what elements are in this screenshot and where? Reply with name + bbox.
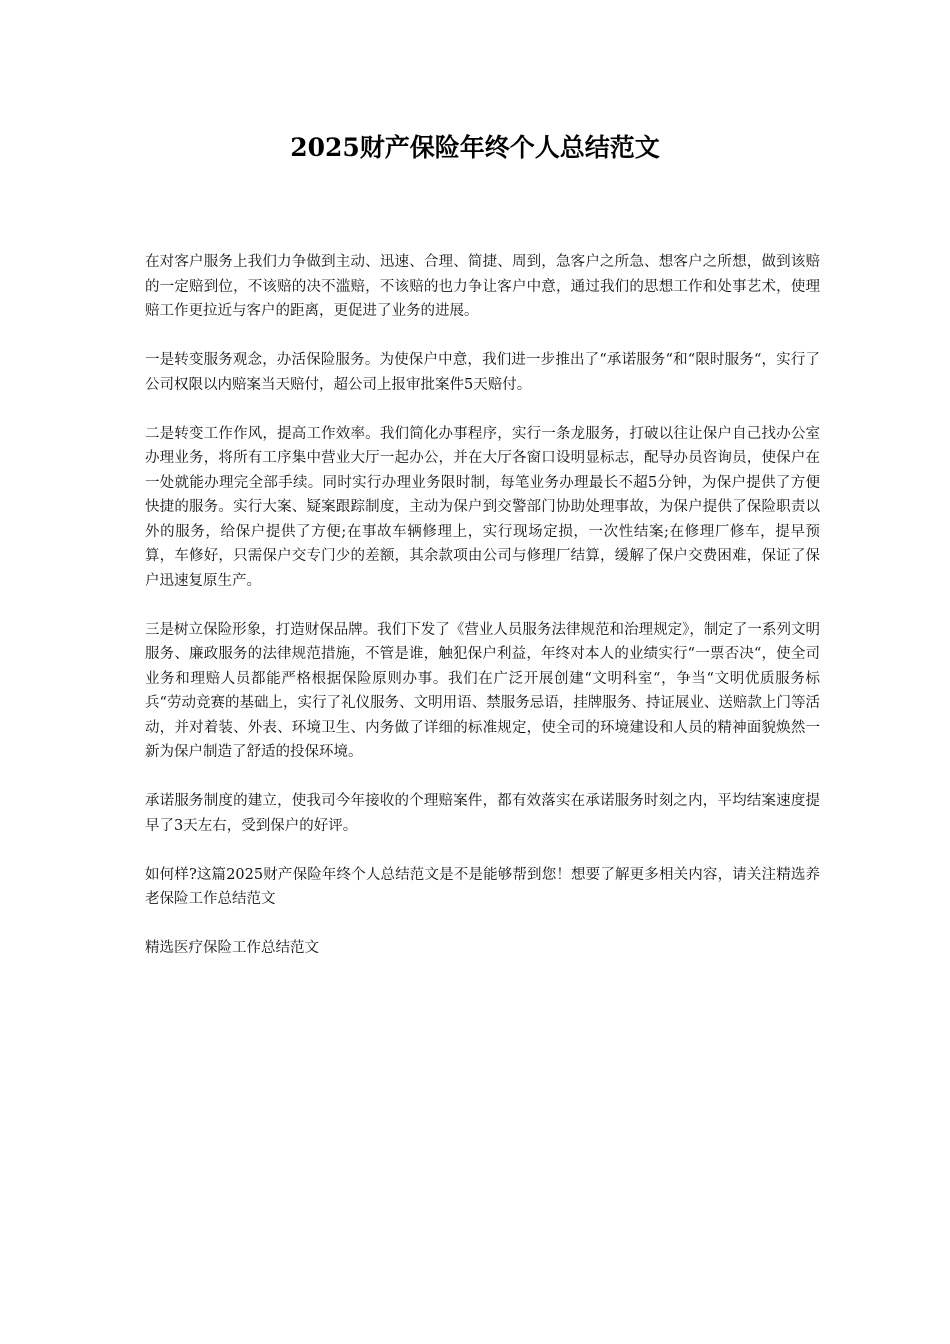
paragraph-service-concept: 一是转变服务观念，办活保险服务。为使保户中意，我们进一步推出了“承诺服务“和“限时服务“，实行了公司权限以内赔案当天赔付，超公司上报审批案件5天赔付。 (145, 352, 820, 393)
document-title: 2025财产保险年终个人总结范文 (290, 133, 660, 162)
paragraph-insurance-image: 三是树立保险形象，打造财保品牌。我们下发了《营业人员服务法律规范和治理规定》，制定了一系列文明服务、廉政服务的法律规范措施，不管是谁，触犯保户利益，年终对本人的业绩实行“一票否决“，使全司业务和理赔人员都能严格根据保险原则办事。我们在广泛开展创建“文明科室“，争当“文明优质服务标兵“劳动竞赛的基础上，实行了礼仪服务、文明用语、禁服务忌语，挂牌服务、持证展业、送赔款上门等活动，并对着装、外表、环境卫生、内务做了详细的标准规定，使全司的环境建设和人员的精神面貌焕然一新为保户制造了舒适的投保环境。 (145, 621, 820, 760)
document-body (145, 250, 820, 985)
paragraph-recommendation: 如何样?这篇2025财产保险年终个人总结范文是不是能够帮到您！想要了解更多相关内容，请关注精选养老保险工作总结范文 (145, 866, 820, 907)
paragraph-related-article: 精选医疗保险工作总结范文 (145, 940, 319, 956)
paragraph-work-style: 二是转变工作作风，提高工作效率。我们简化办事程序，实行一条龙服务，打破以往让保户自己找办公室办理业务，将所有工序集中营业大厅一起办公，并在大厅各窗口设明显标志，配导办员咨询员，使保户在一处就能办理完全部手续。同时实行办理业务限时制，每笔业务办理最长不超5分钟，为保户提供了方便快捷的服务。实行大案、疑案跟踪制度，主动为保户到交警部门协助处理事故，为保户提供了保险职责以外的服务，给保户提供了方便;在事故车辆修理上，实行现场定损，一次性结案;在修理厂修车，提早预算，车修好，只需保户交专门少的差额，其余款项由公司与修理厂结算，缓解了保户交费困难，保证了保户迅速复原生产。 (145, 425, 820, 589)
paragraph-customer-service: 在对客户服务上我们力争做到主动、迅速、合理、简捷、周到，急客户之所急、想客户之所想，做到该赔的一定赔到位，不该赔的决不滥赔，不该赔的也力争让客户中意，通过我们的思想工作和处事艺术，使理赔工作更拉近与客户的距离，更促进了业务的进展。 (145, 254, 820, 319)
paragraph-commitment-result: 承诺服务制度的建立，使我司今年接收的个理赔案件，都有效落实在承诺服务时刻之内，平均结案速度提早了3天左右，受到保户的好评。 (145, 793, 820, 834)
